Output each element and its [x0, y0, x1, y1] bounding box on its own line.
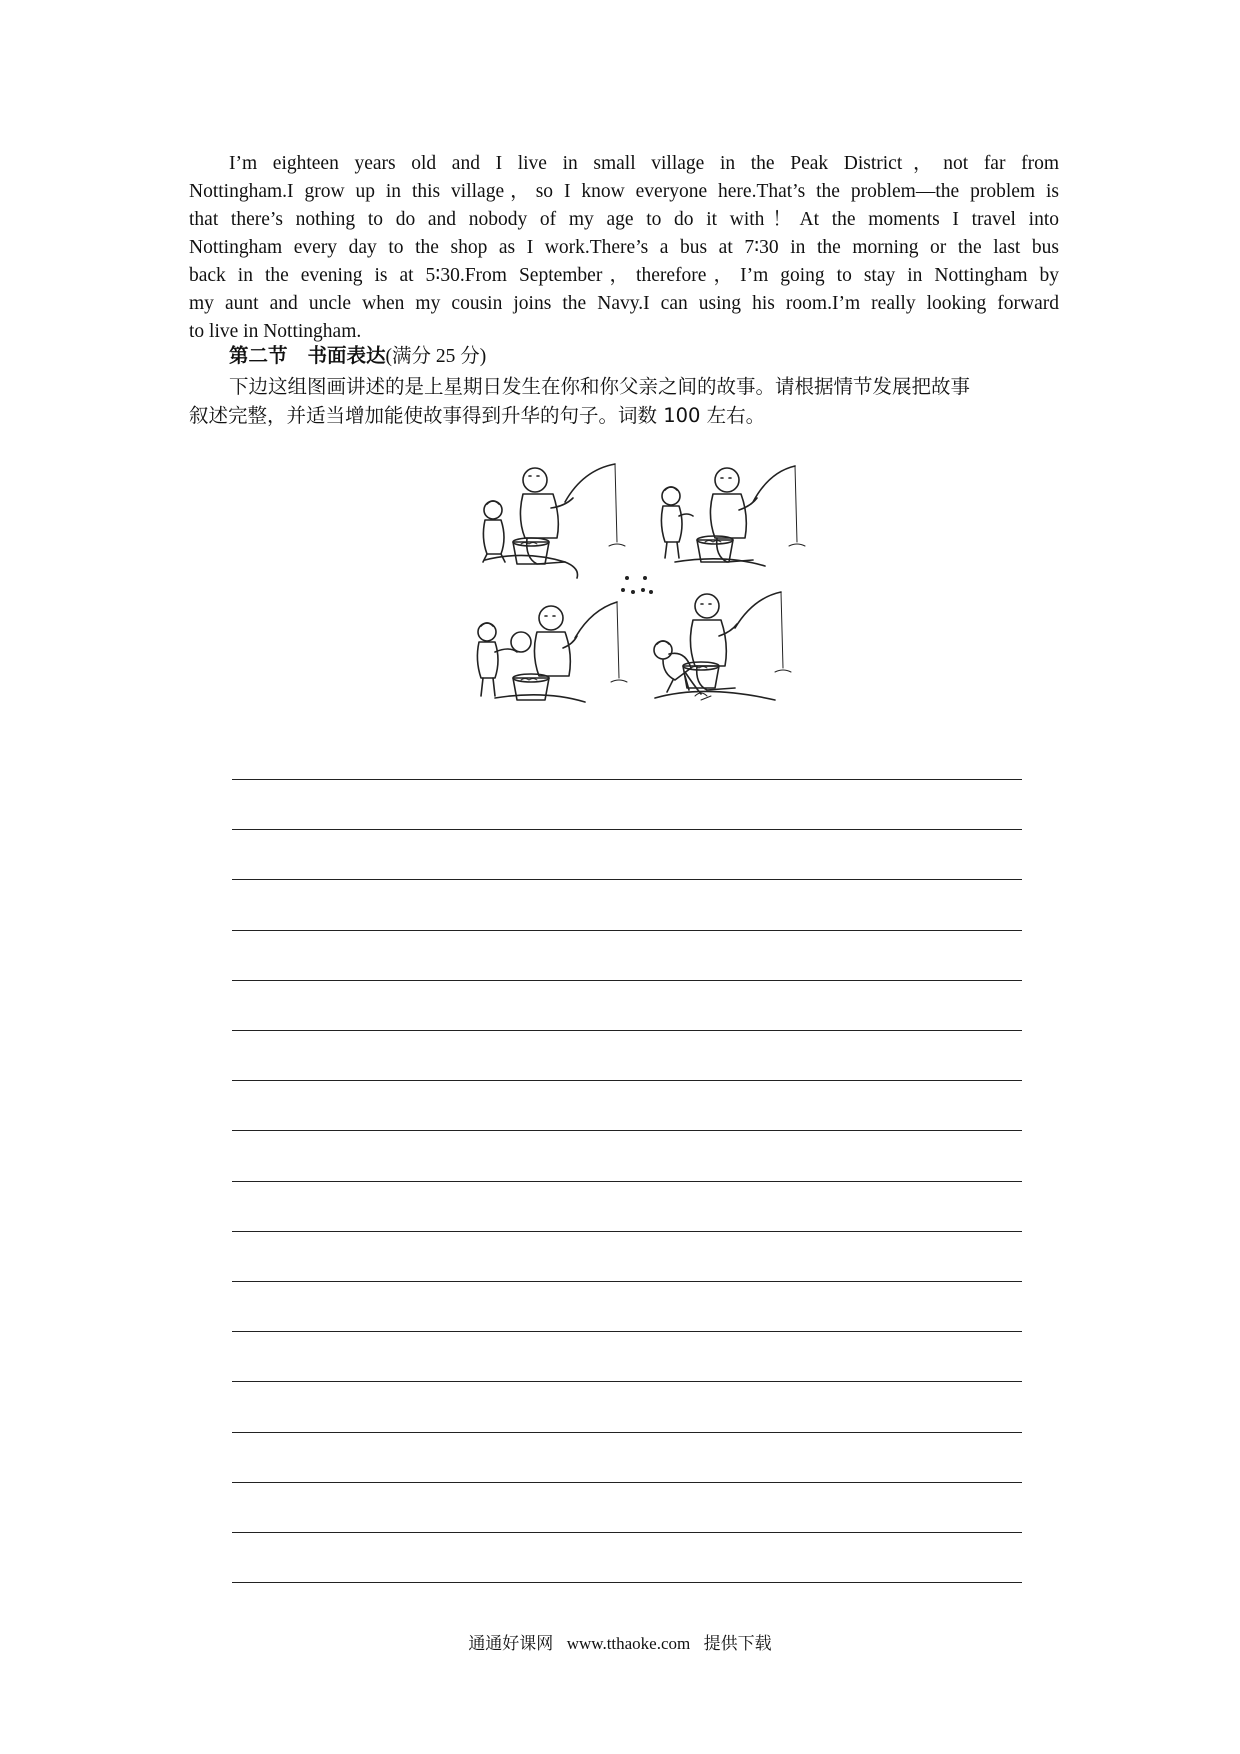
answer-line[interactable]	[232, 1432, 1022, 1433]
answer-line[interactable]	[232, 1482, 1022, 1483]
footer-site-name: 通通好课网	[468, 1634, 554, 1654]
passage-line: my aunt and uncle when my cousin joins the Navy.I can using his room.I’m really looking forward	[189, 293, 1059, 314]
answer-line[interactable]	[232, 879, 1022, 880]
section-score: (满分 25 分)	[385, 346, 487, 367]
section-title: 第二节	[229, 344, 288, 367]
answer-writing-lines	[232, 0, 1022, 1754]
passage-line: Nottingham.I grow up in this village，so I know everyone here.That’s the problem—the problem is	[189, 181, 1059, 202]
instruction-line: 下边这组图画讲述的是上星期日发生在你和你父亲之间的故事。请根据情节发展把故事	[229, 375, 971, 398]
passage-line: that there’s nothing to do and nobody of my age to do it with！At the moments I travel into	[189, 209, 1059, 230]
answer-line[interactable]	[232, 930, 1022, 931]
answer-line[interactable]	[232, 1130, 1022, 1131]
section-subtitle: 书面表达	[307, 344, 386, 367]
passage-line: I’m eighteen years old and I live in small village in the Peak District，not far from	[229, 153, 1059, 174]
answer-line[interactable]	[232, 829, 1022, 830]
footer-url[interactable]: www.tthaoke.com	[566, 1634, 691, 1653]
answer-line[interactable]	[232, 1080, 1022, 1081]
answer-line[interactable]	[232, 1532, 1022, 1533]
answer-line[interactable]	[232, 1331, 1022, 1332]
answer-line[interactable]	[232, 1030, 1022, 1031]
page-footer	[0, 1632, 1240, 1656]
answer-line[interactable]	[232, 1181, 1022, 1182]
answer-line[interactable]	[232, 779, 1022, 780]
answer-line[interactable]	[232, 1582, 1022, 1583]
passage-line: to live in Nottingham.	[189, 321, 362, 342]
answer-line[interactable]	[232, 1281, 1022, 1282]
answer-line[interactable]	[232, 980, 1022, 981]
answer-line[interactable]	[232, 1231, 1022, 1232]
passage-line: back in the evening is at 5∶30.From September，therefore，I’m going to stay in Nottingham by	[189, 265, 1059, 286]
passage-line: Nottingham every day to the shop as I work.There’s a bus at 7∶30 in the morning or the last bus	[189, 237, 1059, 258]
footer-note: 提供下载	[703, 1634, 772, 1654]
instruction-line: 叙述完整，并适当增加能使故事得到升华的句子。词数 100 左右。	[189, 404, 766, 427]
answer-line[interactable]	[232, 1381, 1022, 1382]
